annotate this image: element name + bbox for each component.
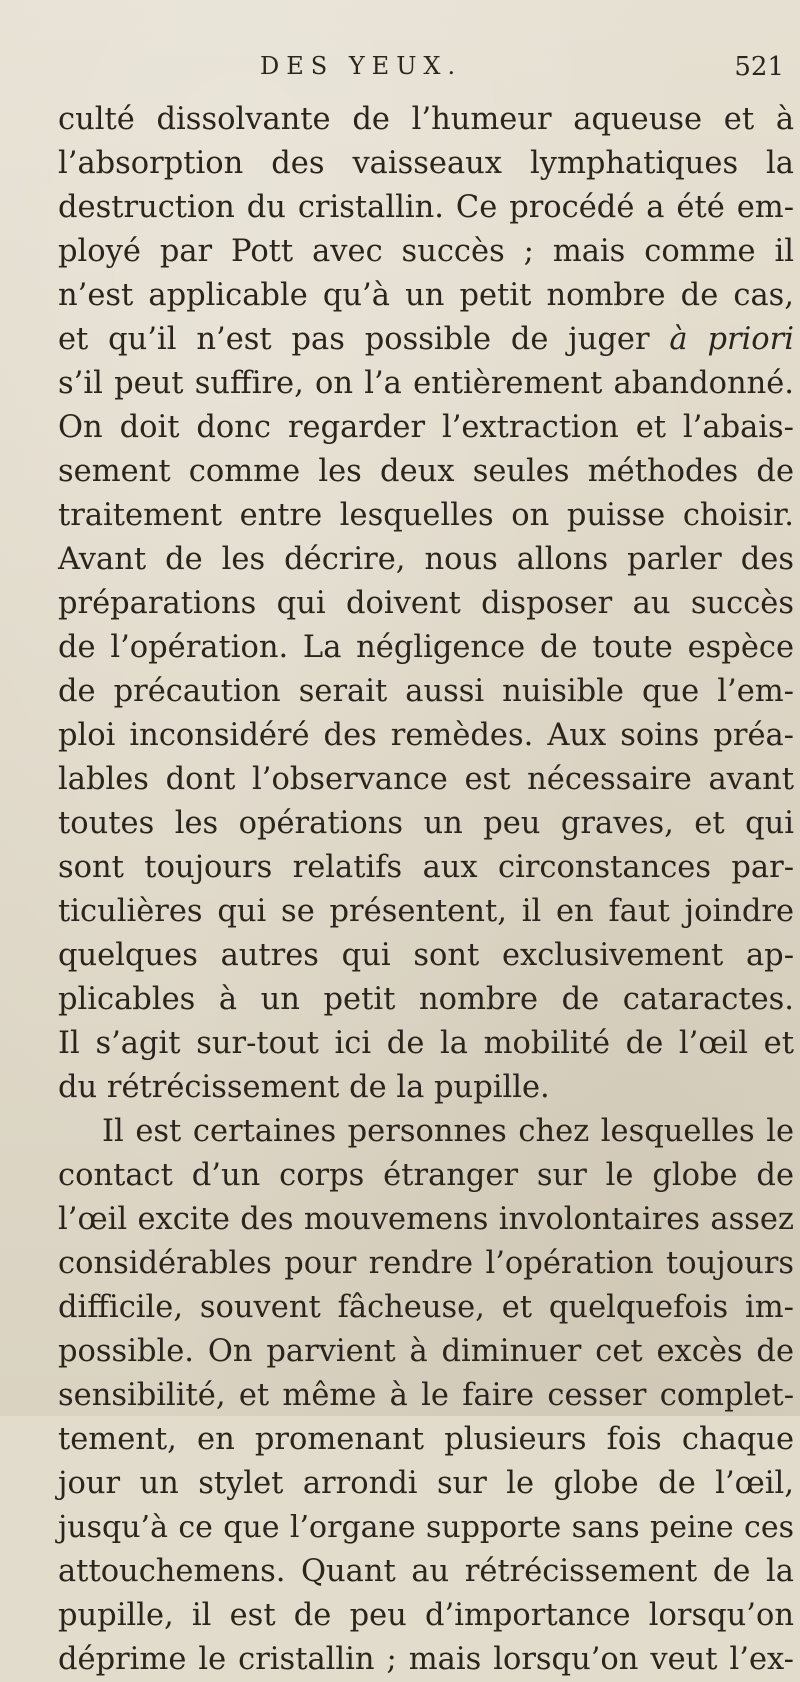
text-line: préparations qui doivent disposer au succès (58, 586, 794, 621)
text-line: sement comme les deux seules méthodes de (58, 454, 794, 489)
text-line: attouchemens. Quant au rétrécissement de la (58, 1554, 794, 1589)
text-line: ploi inconsidéré des remèdes. Aux soins préa- (58, 718, 794, 753)
text-line: possible. On parvient à diminuer cet excès de (58, 1334, 794, 1369)
text-line: toutes les opérations un peu graves, et qui (58, 806, 794, 841)
text-line: quelques autres qui sont exclusivement ap- (58, 938, 794, 973)
text-line: s’il peut suffire, on l’a entièrement abandonné. (58, 366, 794, 401)
text-line: tement, en promenant plusieurs fois chaque (58, 1422, 794, 1457)
paragraph-start-line: Il est certaines personnes chez lesquelles le (102, 1114, 794, 1149)
text-line: l’œil excite des mouvemens involontaires assez (58, 1202, 794, 1237)
text-line: pupille, il est de peu d’importance lorsqu’on (58, 1598, 794, 1633)
text-line: et qu’il n’est pas possible de juger à priori (58, 322, 794, 357)
text-line: sont toujours relatifs aux circonstances par- (58, 850, 794, 885)
text-line: considérables pour rendre l’opération toujours (58, 1246, 794, 1281)
text-line: de précaution serait aussi nuisible que l’em- (58, 674, 794, 709)
text-line: plicables à un petit nombre de cataractes. (58, 982, 794, 1017)
text-line: contact d’un corps étranger sur le globe de (58, 1158, 794, 1193)
text-line: difficile, souvent fâcheuse, et quelquefois im- (58, 1290, 794, 1325)
running-title: DES YEUX. (260, 52, 463, 80)
text-line: On doit donc regarder l’extraction et l’abais- (58, 410, 794, 445)
text-line: n’est applicable qu’à un petit nombre de cas, (58, 278, 794, 313)
text-line: traitement entre lesquelles on puisse choisir. (58, 498, 794, 533)
text-line: ployé par Pott avec succès ; mais comme il (58, 234, 794, 269)
text-line: de l’opération. La négligence de toute espèce (58, 630, 794, 665)
text-line: lables dont l’observance est nécessaire avant (58, 762, 794, 797)
text-line: destruction du cristallin. Ce procédé a été em- (58, 190, 794, 225)
running-head (60, 52, 784, 92)
text-line: sensibilité, et même à le faire cesser complet- (58, 1378, 794, 1413)
text-line: culté dissolvante de l’humeur aqueuse et à (58, 102, 794, 137)
text-line: jusqu’à ce que l’organe supporte sans peine ces (58, 1510, 794, 1545)
body-text (58, 98, 794, 1682)
text-line: ticulières qui se présentent, il en faut joindre (58, 894, 794, 929)
text-line: Il s’agit sur-tout ici de la mobilité de l’œil et (58, 1026, 794, 1061)
text-line: Avant de les décrire, nous allons parler des (58, 542, 794, 577)
text-line: jour un stylet arrondi sur le globe de l’œil, (58, 1466, 794, 1501)
page-number: 521 (734, 52, 784, 82)
text-line: déprime le cristallin ; mais lorsqu’on veut l’ex- (58, 1642, 794, 1677)
paragraph-end-line: du rétrécissement de la pupille. (58, 1070, 550, 1105)
text-line: l’absorption des vaisseaux lymphatiques la (58, 146, 794, 181)
